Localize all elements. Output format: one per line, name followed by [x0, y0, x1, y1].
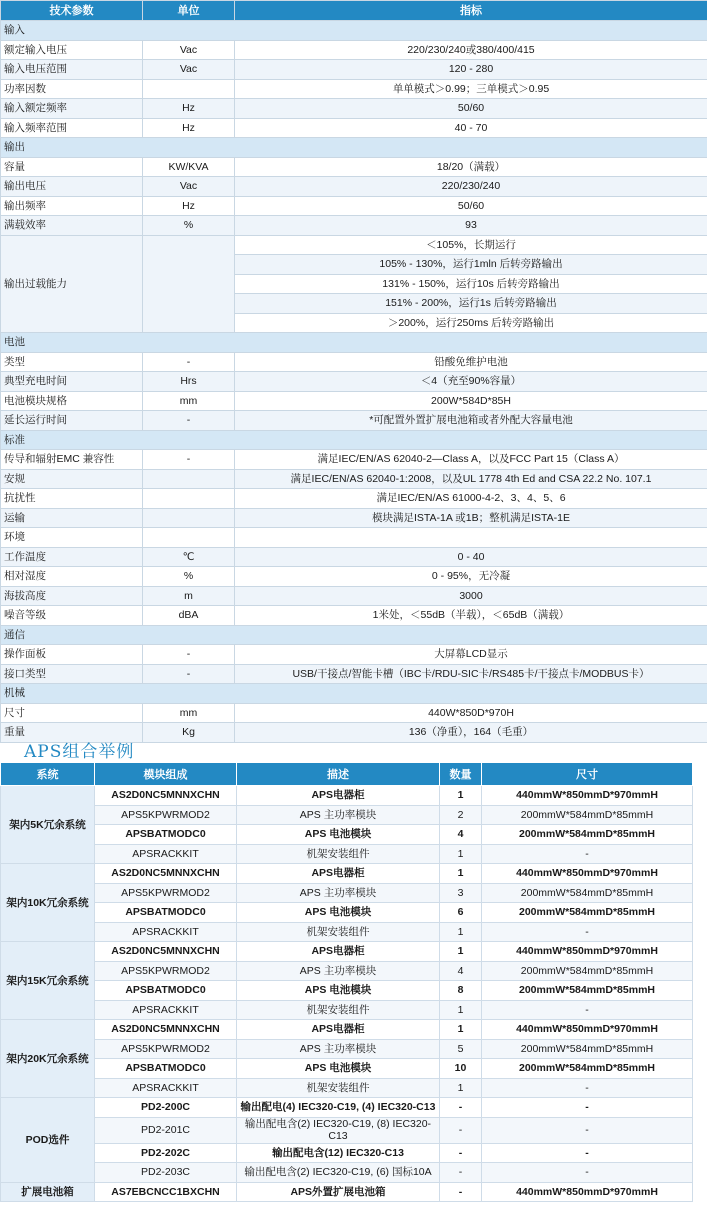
spec-row [1, 40, 707, 60]
spec-category-label: 通信 [1, 625, 707, 645]
spec-param: 输出频率 [1, 196, 143, 216]
spec-category-label: 标准 [1, 430, 707, 450]
combo-size: - [482, 1078, 693, 1098]
combo-model: AS2D0NC5MNNXCHN [95, 864, 237, 884]
spec-unit: - [143, 411, 235, 431]
spec-value: 3000 [235, 586, 707, 606]
spec-param: 容量 [1, 157, 143, 177]
combo-size: 440mmW*850mmD*970mmH [482, 1182, 693, 1202]
combo-size: - [482, 1000, 693, 1020]
spec-unit: Hz [143, 196, 235, 216]
combo-model: APSRACKKIT [95, 1000, 237, 1020]
spec-row [1, 196, 707, 216]
spec-unit [143, 235, 235, 333]
spec-row [1, 606, 707, 626]
spec-param: 工作温度 [1, 547, 143, 567]
combo-row [1, 903, 693, 923]
combo-row [1, 1098, 693, 1118]
spec-value: 模块满足ISTA-1A 或1B；整机满足ISTA-1E [235, 508, 707, 528]
spec-param: 功率因数 [1, 79, 143, 99]
combo-qty: 1 [440, 922, 482, 942]
combo-qty: 5 [440, 1039, 482, 1059]
spec-header-row [1, 1, 707, 21]
combo-row [1, 1059, 693, 1079]
combo-size: 200mmW*584mmD*85mmH [482, 1059, 693, 1079]
spec-unit: % [143, 216, 235, 236]
combo-size: - [482, 844, 693, 864]
spec-row [1, 352, 707, 372]
spec-value: 18/20（满载） [235, 157, 707, 177]
spec-param: 传导和辐射EMC 兼容性 [1, 450, 143, 470]
spec-param: 电池模块规格 [1, 391, 143, 411]
combo-row [1, 786, 693, 806]
combo-model: APSRACKKIT [95, 922, 237, 942]
spec-unit: - [143, 645, 235, 665]
combo-desc: 机架安装组件 [237, 1000, 440, 1020]
spec-value: 满足IEC/EN/AS 61000-4-2、3、4、5、6 [235, 489, 707, 509]
spec-value: 50/60 [235, 99, 707, 119]
combo-size: 200mmW*584mmD*85mmH [482, 883, 693, 903]
spec-unit: dBA [143, 606, 235, 626]
combo-size: 200mmW*584mmD*85mmH [482, 1039, 693, 1059]
combo-desc: APS 电池模块 [237, 1059, 440, 1079]
combo-row [1, 825, 693, 845]
combo-model: AS2D0NC5MNNXCHN [95, 786, 237, 806]
combo-system: 扩展电池箱 [1, 1182, 95, 1202]
spec-value: ＜105%，长期运行 [235, 235, 707, 255]
aps-combo-title: APS组合举例 [24, 742, 135, 762]
spec-unit: mm [143, 703, 235, 723]
spec-value: 93 [235, 216, 707, 236]
combo-row [1, 844, 693, 864]
combo-model: APS5KPWRMOD2 [95, 805, 237, 825]
combo-header-model: 模块组成 [95, 763, 237, 786]
combo-system: 架内15K冗余系统 [1, 942, 95, 1020]
spec-value: 单单模式＞0.99；三单模式＞0.95 [235, 79, 707, 99]
combo-row [1, 864, 693, 884]
spec-header-value: 指标 [235, 1, 707, 21]
spec-row [1, 157, 707, 177]
combo-model: APS5KPWRMOD2 [95, 1039, 237, 1059]
spec-unit [143, 528, 235, 548]
combo-qty: 1 [440, 864, 482, 884]
spec-value: 220/230/240或380/400/415 [235, 40, 707, 60]
spec-value: 0 - 40 [235, 547, 707, 567]
combo-desc: 机架安装组件 [237, 922, 440, 942]
spec-row [1, 664, 707, 684]
spec-row [1, 528, 707, 548]
spec-row [1, 703, 707, 723]
combo-desc: APS 电池模块 [237, 825, 440, 845]
combo-qty: 4 [440, 961, 482, 981]
spec-unit: - [143, 664, 235, 684]
combo-size: - [482, 1143, 693, 1163]
spec-row [1, 567, 707, 587]
spec-category-row [1, 138, 707, 158]
spec-unit: Vac [143, 60, 235, 80]
combo-model: AS7EBCNCC1BXCHN [95, 1182, 237, 1202]
combo-qty: 1 [440, 786, 482, 806]
combo-qty: 6 [440, 903, 482, 923]
spec-category-row [1, 430, 707, 450]
combo-desc: APS 电池模块 [237, 981, 440, 1001]
spec-param: 相对湿度 [1, 567, 143, 587]
spec-value: ＞200%，运行250ms 后转旁路输出 [235, 313, 707, 333]
combo-size: 440mmW*850mmD*970mmH [482, 864, 693, 884]
spec-param: 输入频率范围 [1, 118, 143, 138]
spec-param: 重量 [1, 723, 143, 743]
spec-value: 40 - 70 [235, 118, 707, 138]
combo-body [1, 786, 693, 1202]
spec-row [1, 489, 707, 509]
combo-qty: - [440, 1098, 482, 1118]
spec-param: 安规 [1, 469, 143, 489]
spec-value: 大屏幕LCD显示 [235, 645, 707, 665]
spec-row [1, 586, 707, 606]
combo-model: APSBATMODC0 [95, 981, 237, 1001]
combo-model: AS2D0NC5MNNXCHN [95, 942, 237, 962]
combo-qty: 1 [440, 844, 482, 864]
spec-value: 满足IEC/EN/AS 62040-1:2008，以及UL 1778 4th Ed and CSA 22.2 No. 107.1 [235, 469, 707, 489]
spec-param: 环境 [1, 528, 143, 548]
combo-size: - [482, 1098, 693, 1118]
combo-qty: 4 [440, 825, 482, 845]
spec-param: 满载效率 [1, 216, 143, 236]
combo-qty: 1 [440, 942, 482, 962]
combo-size: 200mmW*584mmD*85mmH [482, 903, 693, 923]
spec-value: 105% - 130%，运行1mln 后转旁路输出 [235, 255, 707, 275]
spec-value: 50/60 [235, 196, 707, 216]
combo-desc: APS 主功率模块 [237, 805, 440, 825]
combo-size: 200mmW*584mmD*85mmH [482, 961, 693, 981]
spec-unit: - [143, 450, 235, 470]
aps-combo-table [0, 762, 693, 1202]
spec-param: 输入额定频率 [1, 99, 143, 119]
combo-row [1, 1000, 693, 1020]
spec-unit: - [143, 352, 235, 372]
spec-unit: Hz [143, 118, 235, 138]
combo-header-system: 系统 [1, 763, 95, 786]
spec-param: 额定输入电压 [1, 40, 143, 60]
combo-desc: APS 主功率模块 [237, 883, 440, 903]
combo-qty: - [440, 1117, 482, 1143]
spec-unit [143, 508, 235, 528]
combo-qty: 1 [440, 1020, 482, 1040]
spec-row [1, 547, 707, 567]
combo-row [1, 1078, 693, 1098]
spec-row [1, 118, 707, 138]
combo-model: PD2-200C [95, 1098, 237, 1118]
combo-model: APS5KPWRMOD2 [95, 961, 237, 981]
spec-value [235, 528, 707, 548]
spec-param: 尺寸 [1, 703, 143, 723]
combo-row [1, 942, 693, 962]
combo-desc: APS 电池模块 [237, 903, 440, 923]
spec-param: 接口类型 [1, 664, 143, 684]
combo-header-size: 尺寸 [482, 763, 693, 786]
combo-model: PD2-203C [95, 1163, 237, 1183]
combo-desc: 输出配电(4) IEC320-C19, (4) IEC320-C13 [237, 1098, 440, 1118]
spec-row [1, 411, 707, 431]
combo-desc: APS 主功率模块 [237, 1039, 440, 1059]
combo-row [1, 1143, 693, 1163]
spec-value: 151% - 200%，运行1s 后转旁路输出 [235, 294, 707, 314]
combo-model: APSBATMODC0 [95, 1059, 237, 1079]
combo-desc: APS电器柜 [237, 1020, 440, 1040]
spec-row [1, 60, 707, 80]
combo-qty: 10 [440, 1059, 482, 1079]
spec-unit: Vac [143, 177, 235, 197]
spec-value: 136（净重），164（毛重） [235, 723, 707, 743]
spec-unit [143, 79, 235, 99]
combo-header-desc: 描述 [237, 763, 440, 786]
spec-row [1, 508, 707, 528]
spec-unit: mm [143, 391, 235, 411]
combo-desc: APS电器柜 [237, 864, 440, 884]
spec-value: 120 - 280 [235, 60, 707, 80]
spec-param: 输出电压 [1, 177, 143, 197]
spec-category-label: 输入 [1, 21, 707, 41]
spec-body [1, 21, 707, 743]
combo-size: - [482, 1163, 693, 1183]
combo-desc: APS 主功率模块 [237, 961, 440, 981]
spec-value: 200W*584D*85H [235, 391, 707, 411]
spec-row [1, 177, 707, 197]
spec-unit: % [143, 567, 235, 587]
spec-param: 操作面板 [1, 645, 143, 665]
spec-row [1, 372, 707, 392]
spec-unit [143, 469, 235, 489]
combo-desc: 输出配电含(2) IEC320-C19, (8) IEC320-C13 [237, 1117, 440, 1143]
combo-size: - [482, 1117, 693, 1143]
spec-category-row [1, 333, 707, 353]
spec-category-row [1, 684, 707, 704]
combo-size: - [482, 922, 693, 942]
combo-qty: 8 [440, 981, 482, 1001]
spec-value: 满足IEC/EN/AS 62040-2—Class A，以及FCC Part 15（Class A） [235, 450, 707, 470]
combo-qty: - [440, 1182, 482, 1202]
combo-qty: - [440, 1163, 482, 1183]
spec-header-param: 技术参数 [1, 1, 143, 21]
combo-size: 440mmW*850mmD*970mmH [482, 942, 693, 962]
combo-model: APSBATMODC0 [95, 825, 237, 845]
combo-row [1, 961, 693, 981]
combo-row [1, 805, 693, 825]
spec-value: 1米处，＜55dB（半载），＜65dB（满载） [235, 606, 707, 626]
spec-unit: Hz [143, 99, 235, 119]
spec-category-label: 机械 [1, 684, 707, 704]
spec-header-unit: 单位 [143, 1, 235, 21]
spec-category-label: 电池 [1, 333, 707, 353]
combo-size: 440mmW*850mmD*970mmH [482, 786, 693, 806]
spec-row [1, 450, 707, 470]
spec-row [1, 216, 707, 236]
spec-row [1, 235, 707, 255]
spec-value: ＜4（充至90%容量） [235, 372, 707, 392]
combo-desc: 机架安装组件 [237, 844, 440, 864]
combo-header-qty: 数量 [440, 763, 482, 786]
combo-model: PD2-202C [95, 1143, 237, 1163]
combo-header-row [1, 763, 693, 786]
combo-system: 架内5K冗余系统 [1, 786, 95, 864]
spec-value: 0 - 95%，无冷凝 [235, 567, 707, 587]
spec-row [1, 79, 707, 99]
spec-value: USB/干接点/智能卡槽（IBC卡/RDU-SIC卡/RS485卡/干接点卡/MODBUS卡） [235, 664, 707, 684]
spec-category-label: 输出 [1, 138, 707, 158]
combo-size: 200mmW*584mmD*85mmH [482, 981, 693, 1001]
spec-unit: Kg [143, 723, 235, 743]
combo-row [1, 1039, 693, 1059]
spec-unit: Vac [143, 40, 235, 60]
combo-system: 架内20K冗余系统 [1, 1020, 95, 1098]
combo-qty: 3 [440, 883, 482, 903]
spec-row [1, 391, 707, 411]
combo-qty: 2 [440, 805, 482, 825]
combo-qty: - [440, 1143, 482, 1163]
combo-row [1, 922, 693, 942]
spec-value: 铅酸免维护电池 [235, 352, 707, 372]
spec-unit: Hrs [143, 372, 235, 392]
combo-model: PD2-201C [95, 1117, 237, 1143]
spec-unit: KW/KVA [143, 157, 235, 177]
combo-system: 架内10K冗余系统 [1, 864, 95, 942]
combo-desc: APS电器柜 [237, 786, 440, 806]
combo-model: APSRACKKIT [95, 844, 237, 864]
combo-model: APSRACKKIT [95, 1078, 237, 1098]
spec-value: 440W*850D*970H [235, 703, 707, 723]
spec-param: 抗扰性 [1, 489, 143, 509]
combo-size: 200mmW*584mmD*85mmH [482, 805, 693, 825]
spec-category-row [1, 21, 707, 41]
combo-size: 200mmW*584mmD*85mmH [482, 825, 693, 845]
combo-desc: APS电器柜 [237, 942, 440, 962]
spec-param: 典型充电时间 [1, 372, 143, 392]
spec-category-row [1, 625, 707, 645]
spec-param: 运输 [1, 508, 143, 528]
combo-model: APSBATMODC0 [95, 903, 237, 923]
spec-unit: ℃ [143, 547, 235, 567]
combo-row [1, 1020, 693, 1040]
spec-param: 延长运行时间 [1, 411, 143, 431]
combo-desc: 输出配电含(2) IEC320-C19, (6) 国标10A [237, 1163, 440, 1183]
spec-param: 输入电压范围 [1, 60, 143, 80]
combo-model: APS5KPWRMOD2 [95, 883, 237, 903]
spec-param: 输出过载能力 [1, 235, 143, 333]
combo-qty: 1 [440, 1078, 482, 1098]
spec-value: *可配置外置扩展电池箱或者外配大容量电池 [235, 411, 707, 431]
combo-row [1, 1117, 693, 1143]
spec-unit: m [143, 586, 235, 606]
combo-row [1, 981, 693, 1001]
combo-desc: APS外置扩展电池箱 [237, 1182, 440, 1202]
spec-unit [143, 489, 235, 509]
combo-row [1, 1163, 693, 1183]
combo-row [1, 1182, 693, 1202]
spec-row [1, 645, 707, 665]
spec-param: 噪音等级 [1, 606, 143, 626]
combo-system: POD选件 [1, 1098, 95, 1183]
spec-param: 类型 [1, 352, 143, 372]
spec-value: 220/230/240 [235, 177, 707, 197]
combo-model: AS2D0NC5MNNXCHN [95, 1020, 237, 1040]
combo-qty: 1 [440, 1000, 482, 1020]
spec-value: 131% - 150%，运行10s 后转旁路输出 [235, 274, 707, 294]
combo-size: 440mmW*850mmD*970mmH [482, 1020, 693, 1040]
combo-row [1, 883, 693, 903]
spec-row [1, 469, 707, 489]
combo-desc: 机架安装组件 [237, 1078, 440, 1098]
spec-param: 海拔高度 [1, 586, 143, 606]
combo-desc: 输出配电含(12) IEC320-C13 [237, 1143, 440, 1163]
spec-row [1, 99, 707, 119]
